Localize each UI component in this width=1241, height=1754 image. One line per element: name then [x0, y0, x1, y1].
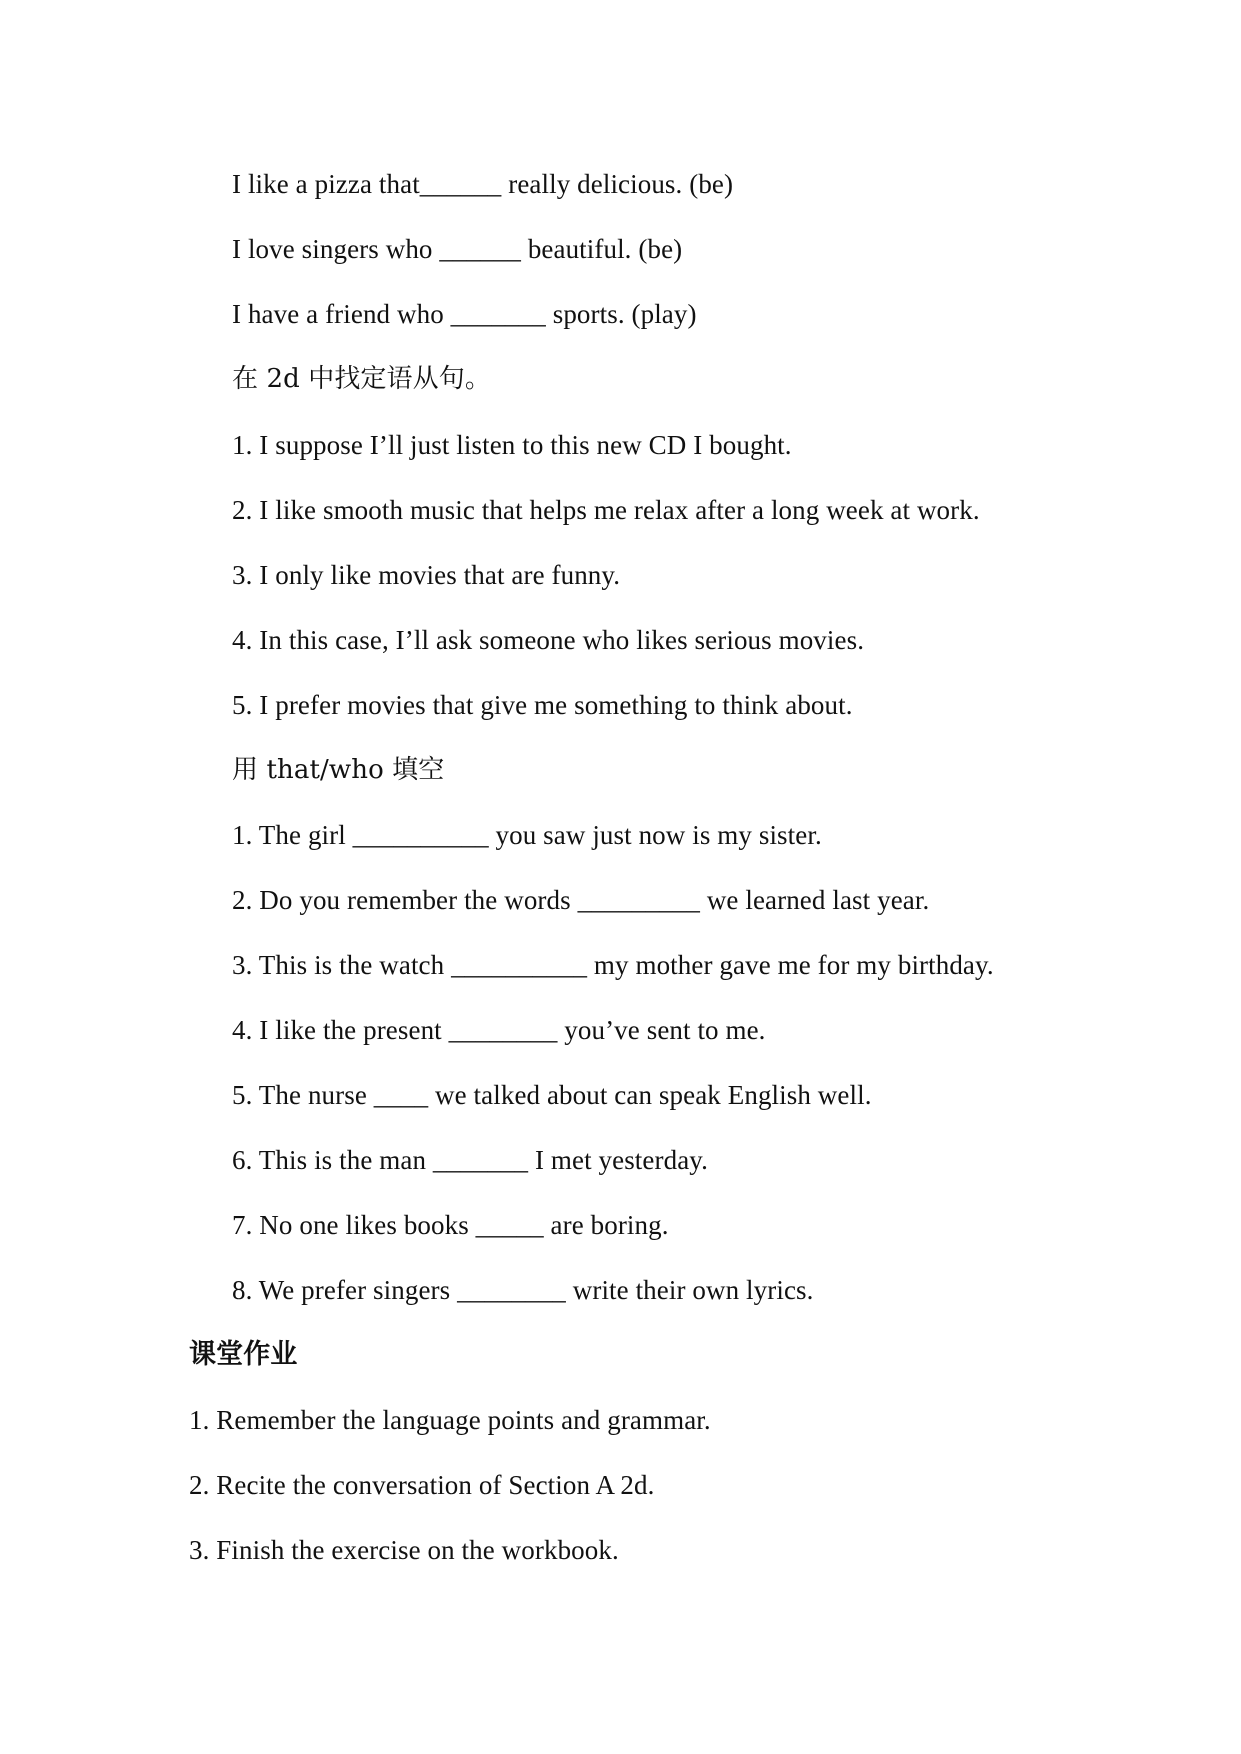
fill-item-7: 7. No one likes books _____ are boring. [232, 1210, 669, 1240]
find-item-2: 2. I like smooth music that helps me relax after a long week at work. [232, 495, 980, 525]
find-item-4: 4. In this case, I’ll ask someone who likes serious movies. [232, 625, 865, 655]
fill-item-4: 4. I like the present ________ you’ve sent to me. [232, 1015, 766, 1045]
intro-sentence-2: I love singers who ______ beautiful. (be) [232, 234, 683, 264]
section-fill-title: 用 that/who 填空 [232, 755, 445, 785]
homework-heading: 课堂作业 [189, 1339, 298, 1370]
section-find-title: 在 2d 中找定语从句。 [232, 364, 491, 394]
fill-item-3: 3. This is the watch __________ my mother gave me for my birthday. [232, 950, 994, 980]
intro-sentence-3: I have a friend who _______ sports. (play) [232, 299, 697, 329]
find-item-5: 5. I prefer movies that give me something to think about. [232, 690, 853, 720]
homework-item-1: 1. Remember the language points and grammar. [189, 1405, 711, 1435]
intro-sentence-1: I like a pizza that______ really delicious. (be) [232, 169, 734, 199]
homework-item-3: 3. Finish the exercise on the workbook. [189, 1535, 619, 1565]
fill-item-5: 5. The nurse ____ we talked about can speak English well. [232, 1080, 872, 1110]
find-item-3: 3. I only like movies that are funny. [232, 560, 621, 590]
fill-item-8: 8. We prefer singers ________ write their own lyrics. [232, 1275, 814, 1305]
fill-item-6: 6. This is the man _______ I met yesterday. [232, 1145, 708, 1175]
fill-item-1: 1. The girl __________ you saw just now is my sister. [232, 820, 822, 850]
homework-item-2: 2. Recite the conversation of Section A 2d. [189, 1470, 655, 1500]
fill-item-2: 2. Do you remember the words _________ we learned last year. [232, 885, 930, 915]
find-item-1: 1. I suppose I’ll just listen to this new CD I bought. [232, 430, 792, 460]
